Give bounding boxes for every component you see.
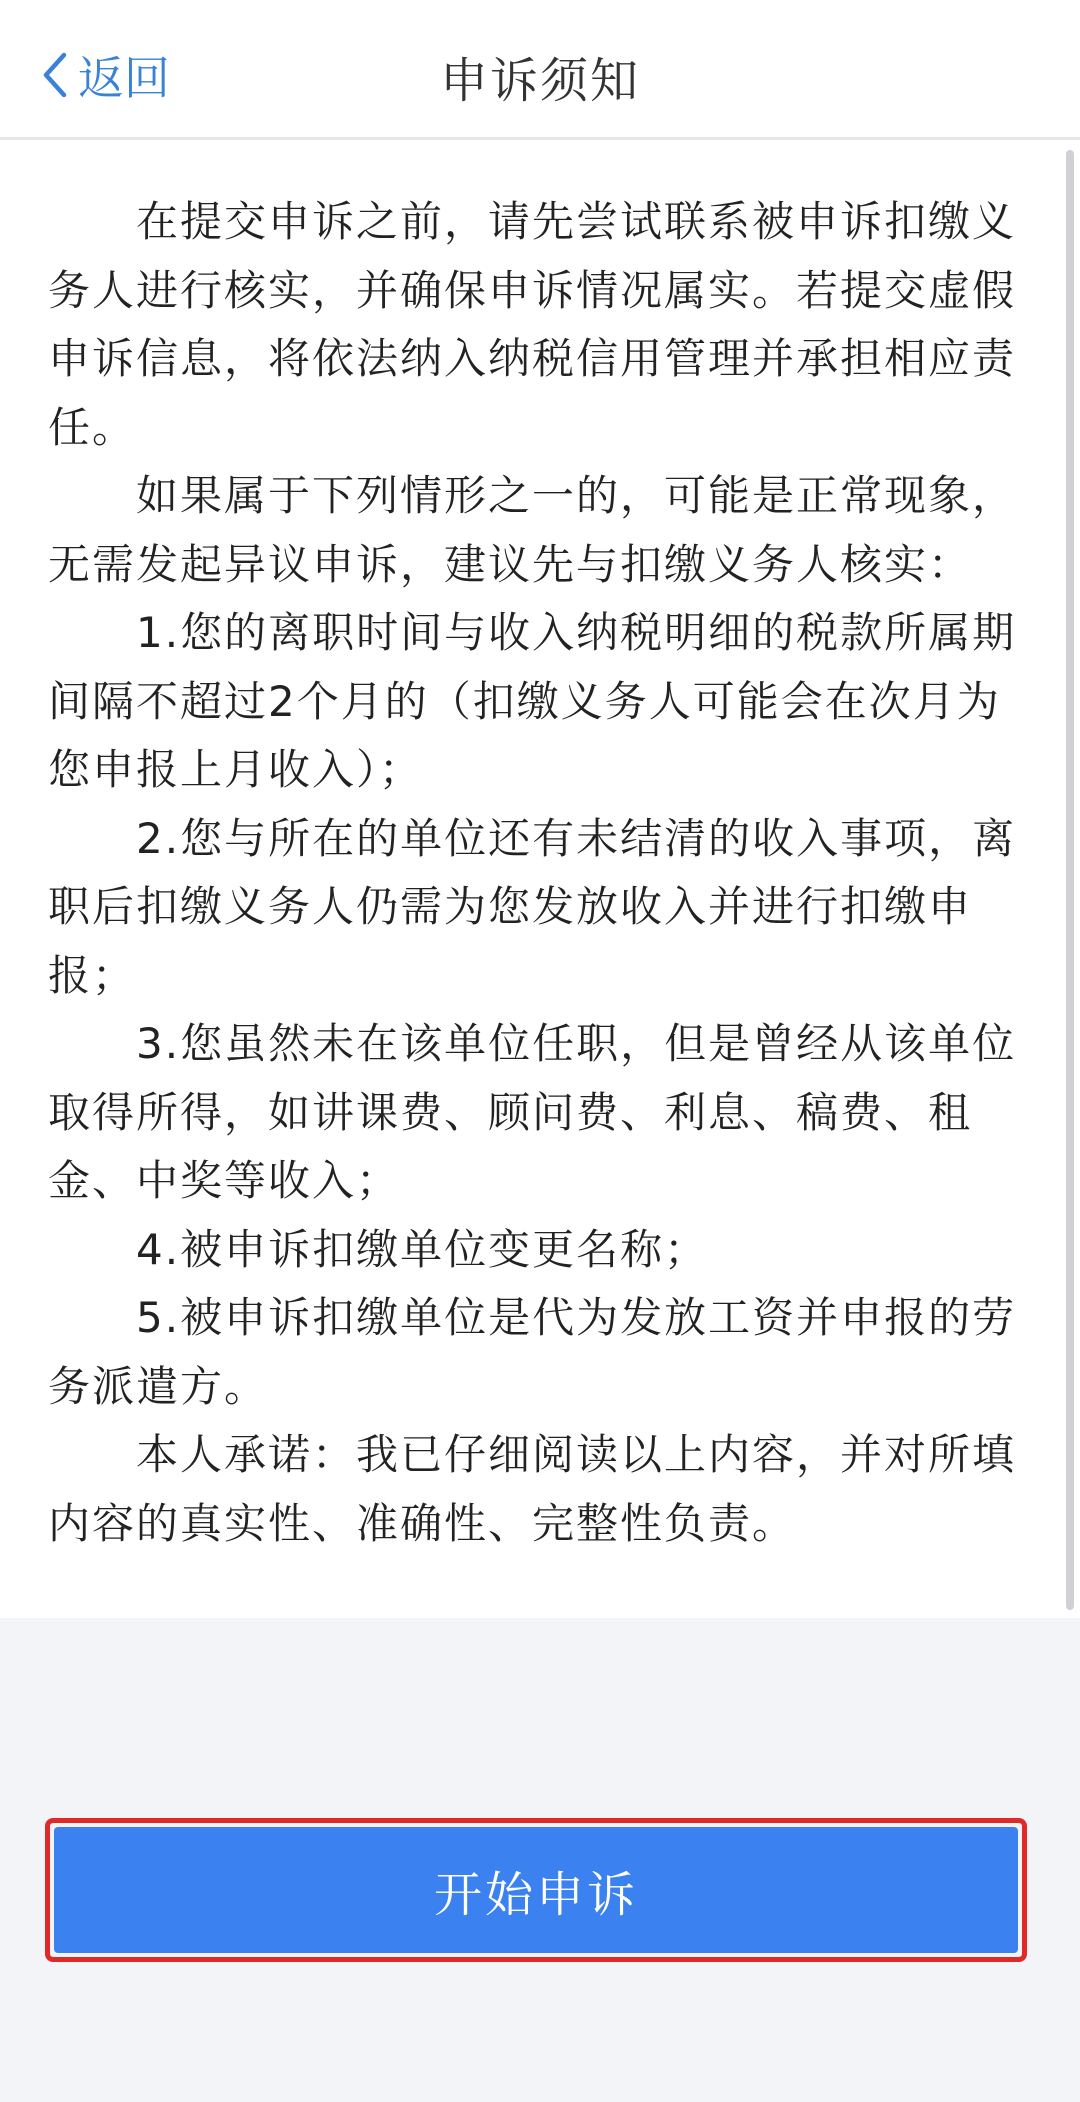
notice-item-3: 3.您虽然未在该单位任职，但是曾经从该单位取得所得，如讲课费、顾问费、利息、稿费、租金、中奖等收入； — [48, 1019, 1017, 1205]
notice-item-2: 2.您与所在的单位还有未结清的收入事项，离职后扣缴义务人仍需为您发放收入并进行扣缴申报； — [48, 813, 1017, 1000]
notice-item-1: 1.您的离职时间与收入纳税明细的税款所属期间隔不超过2个月的（扣缴义务人可能会在次月为您申报上月收入）； — [48, 608, 1017, 794]
notice-item-5: 5.被申诉扣缴单位是代为发放工资并申报的劳务派遣方。 — [48, 1293, 1017, 1411]
back-label: 返回 — [78, 51, 170, 105]
notice-item-4: 4.被申诉扣缴单位变更名称； — [136, 1224, 709, 1274]
notice-text — [48, 188, 1018, 1558]
page-title: 申诉须知 — [439, 53, 640, 109]
start-appeal-button[interactable]: 开始申诉 — [54, 1827, 1018, 1953]
notice-paragraph-intro: 在提交申诉之前，请先尝试联系被申诉扣缴义务人进行核实，并确保申诉情况属实。若提交虚假申诉信息，将依法纳入纳税信用管理并承担相应责任。 — [48, 197, 1017, 452]
navigation-bar — [0, 0, 1080, 140]
notice-commitment: 本人承诺：我已仔细阅读以上内容，并对所填内容的真实性、准确性、完整性负责。 — [48, 1430, 1017, 1548]
notice-paragraph-normal-cases: 如果属于下列情形之一的，可能是正常现象，无需发起异议申诉，建议先与扣缴义务人核实： — [48, 471, 1017, 589]
notice-panel — [0, 140, 1080, 1618]
scrollbar[interactable] — [1066, 150, 1074, 1610]
